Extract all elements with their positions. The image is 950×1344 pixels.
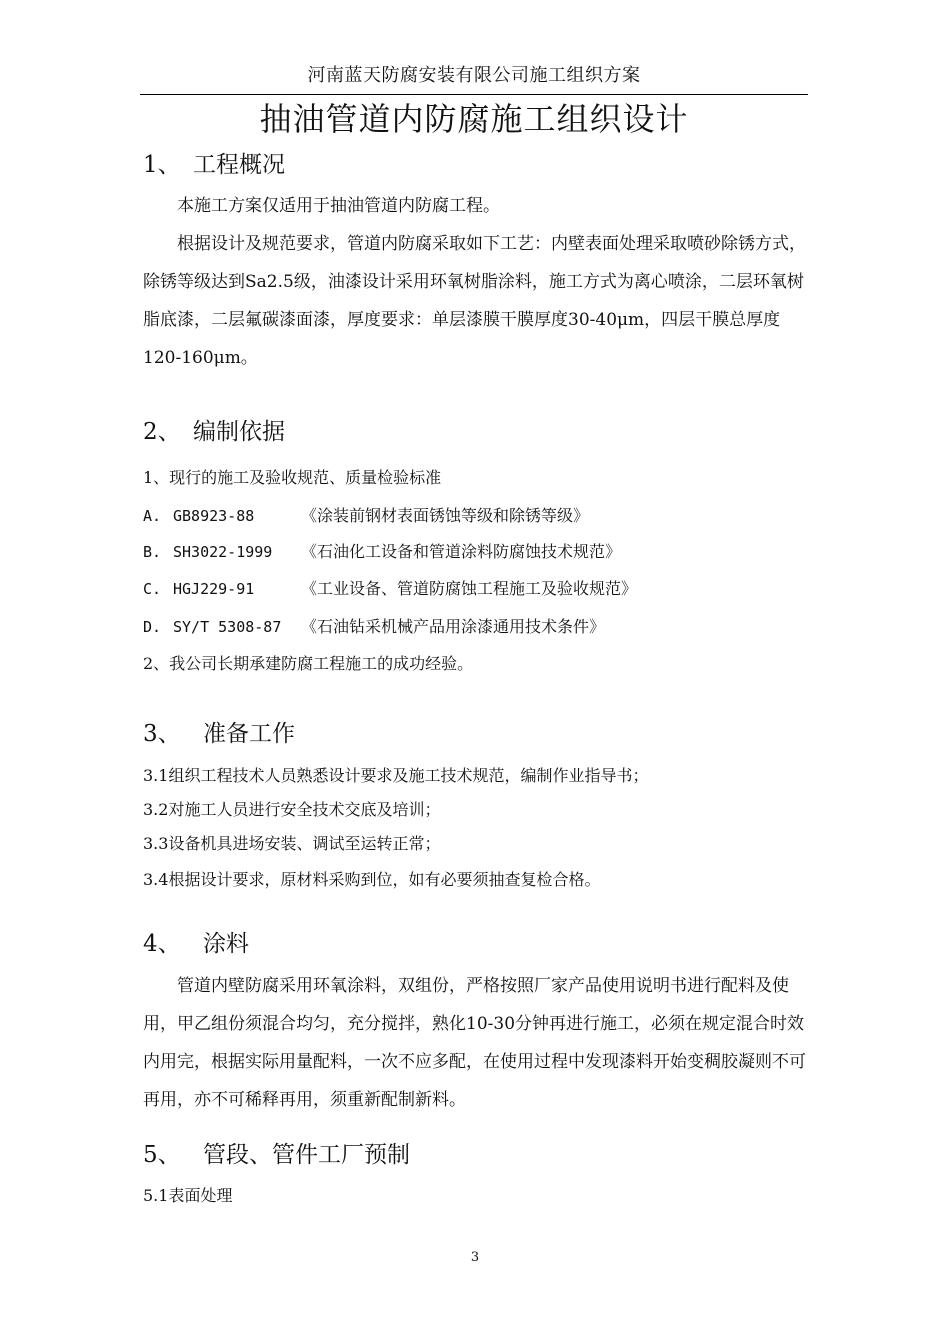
section-5-title: 管段、管件工厂预制 xyxy=(203,1142,410,1168)
section-4-heading xyxy=(143,929,249,959)
section-5-heading xyxy=(143,1140,410,1170)
list-item: 3.2对施工人员进行安全技术交底及培训； xyxy=(143,800,441,819)
standard-row xyxy=(143,616,605,638)
section-5-subheading: 5.1表面处理 xyxy=(143,1186,233,1205)
section-2-item-2: 2、我公司长期承建防腐工程施工的成功经验。 xyxy=(143,654,474,673)
section-1-heading xyxy=(143,150,285,180)
section-2-title: 编制依据 xyxy=(193,419,285,445)
standard-name: 《石油化工设备和管道涂料防腐蚀技术规范》 xyxy=(301,542,622,561)
standard-row xyxy=(143,541,621,563)
standard-row xyxy=(143,505,589,527)
section-4-title: 涂料 xyxy=(203,931,249,957)
section-3-number: 3、 xyxy=(143,721,181,747)
header-rule xyxy=(140,94,808,95)
standard-code: GB8923-88 xyxy=(173,507,255,525)
page-number: 3 xyxy=(470,1250,480,1265)
standard-label: D. xyxy=(143,618,162,636)
standard-code: SH3022-1999 xyxy=(173,543,273,561)
standard-code: HGJ229-91 xyxy=(173,580,255,598)
standard-name: 《涂装前钢材表面锈蚀等级和除锈等级》 xyxy=(301,506,590,525)
section-1-paragraph-1: 本施工方案仅适用于抽油管道内防腐工程。 xyxy=(177,196,500,216)
standard-label: C. xyxy=(143,580,162,598)
section-1-number: 1、 xyxy=(143,152,181,178)
section-4-paragraph: 管道内壁防腐采用环氧涂料，双组份，严格按照厂家产品使用说明书进行配料及使用，甲乙组份须混合均匀，充分搅拌，熟化10-30分钟再进行施工，必须在规定混合时效内用完，根据实际用量配料，一次不应多配，在使用过程中发现漆料开始变稠胶凝则不可再用，亦不可稀释再用，须重新配制新料。 xyxy=(143,976,806,1110)
section-5-number: 5、 xyxy=(143,1142,181,1168)
section-4-number: 4、 xyxy=(143,931,181,957)
page-header: 河南蓝天防腐安装有限公司施工组织方案 xyxy=(307,65,641,86)
section-2-heading xyxy=(143,417,285,447)
standard-row xyxy=(143,578,637,600)
section-2-number: 2、 xyxy=(143,419,181,445)
standard-name: 《石油钻采机械产品用涂漆通用技术条件》 xyxy=(301,617,606,636)
section-1-title: 工程概况 xyxy=(193,152,285,178)
section-1-paragraph-2: 根据设计及规范要求，管道内防腐采取如下工艺：内壁表面处理采取喷砂除锈方式，除锈等级达到Sa2.5级，油漆设计采用环氧树脂涂料，施工方式为离心喷涂，二层环氧树脂底漆，二层氟碳漆面漆，厚度要求：单层漆膜干膜厚度30-40μm，四层干膜总厚度120-160μm。 xyxy=(143,234,806,368)
list-item: 3.3设备机具进场安装、调试至运转正常； xyxy=(143,834,441,853)
section-3-heading xyxy=(143,719,295,749)
standard-label: B. xyxy=(143,543,162,561)
section-3-title: 准备工作 xyxy=(203,721,295,747)
list-item: 3.1组织工程技术人员熟悉设计要求及施工技术规范，编制作业指导书； xyxy=(143,766,649,785)
standard-name: 《工业设备、管道防腐蚀工程施工及验收规范》 xyxy=(301,579,638,598)
list-item: 3.4根据设计要求，原材料采购到位，如有必要须抽查复检合格。 xyxy=(143,870,601,889)
standard-label: A. xyxy=(143,507,162,525)
document-title: 抽油管道内防腐施工组织设计 xyxy=(259,100,689,138)
standard-code: SY/T 5308-87 xyxy=(173,618,282,636)
section-2-item-1: 1、现行的施工及验收规范、质量检验标准 xyxy=(143,468,442,487)
